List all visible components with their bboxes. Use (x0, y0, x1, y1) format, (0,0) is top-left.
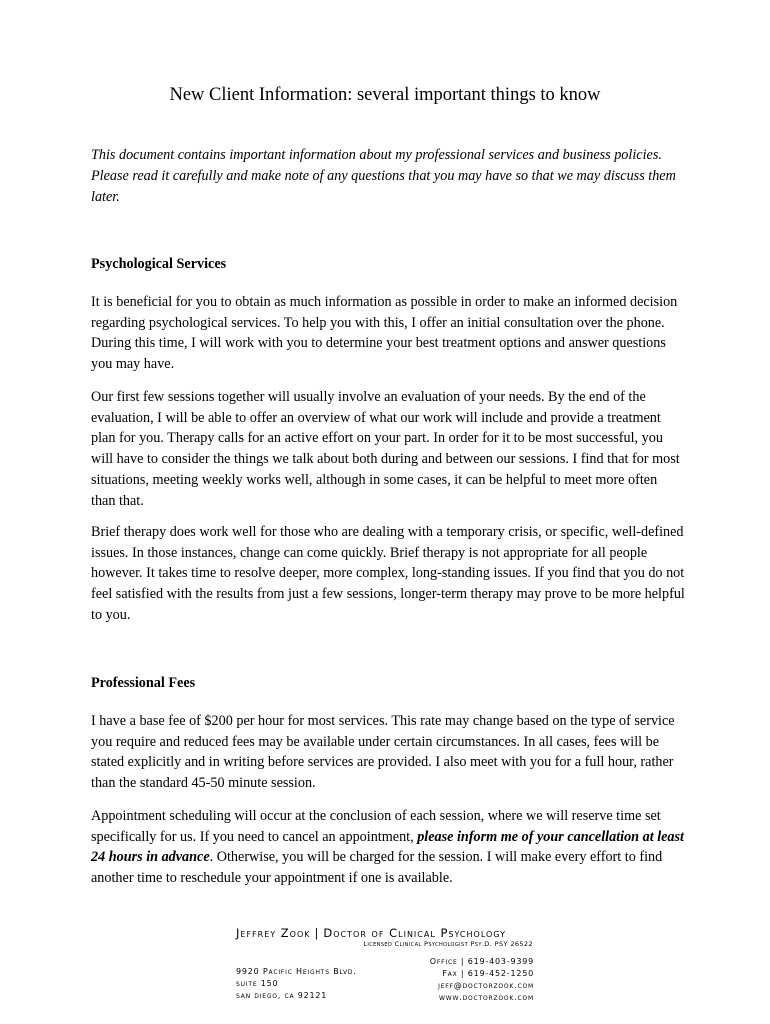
contact-website: www.doctorzook.com (439, 993, 534, 1002)
paragraph-base-fee: I have a base fee of $200 per hour for most services. This rate may change based on the type of service you require and reduced fees may be available under certain circumstances. In all cases, fees will be stated explicitly and in writing before services are provided. I also meet with you for a full hour, rather than the standard 45-50 minute session. (91, 713, 675, 792)
section-heading-professional-fees: Professional Fees (91, 675, 196, 691)
contact-office-phone: Office | 619-403-9399 (429, 957, 534, 966)
document-title: New Client Information: several important things to know (169, 85, 601, 105)
scheduling-text-before: Appointment scheduling will occur at the conclusion of each session, where we will reserve time set specifically for us. If you need to cancel an appointment, (91, 808, 661, 845)
paragraph-consultation: It is beneficial for you to obtain as much information as possible in order to make an informed decision regarding psychological services. To help you with this, I offer an initial consultation over the phone. During this time, I will work with you to determine your best treatment options and answer questions you may have. (91, 294, 678, 373)
letterhead-contact (380, 956, 534, 1004)
letterhead-address (236, 966, 357, 1002)
paragraph-brief-therapy: Brief therapy does work well for those who are dealing with a temporary crisis, or specific, well-defined issues. In those instances, change can come quickly. Brief therapy is not appropriate for all people however. It takes time to resolve deeper, more complex, long-standing issues. If you find that you do not feel satisfied with the results from just a few sessions, longer-term therapy may prove to be more helpful to you. (91, 524, 685, 623)
cancellation-notice-emphasis: please inform me of your cancellation at least 24 hours in advance (91, 828, 684, 866)
letterhead-separator: | (314, 926, 320, 940)
address-city: san diego, ca 92121 (236, 991, 328, 1000)
scheduling-text-after: . Otherwise, you will be charged for the session. I will make every effort to find another time to reschedule your appointment if one is available. (91, 849, 663, 887)
paragraph-scheduling (91, 806, 685, 889)
intro-paragraph: This document contains important information about my professional services and business policies. Please read it carefully and make note of any questions that you may have so that we may discuss them later. (91, 147, 676, 205)
section-heading-psychological-services: Psychological Services (91, 256, 227, 272)
letterhead-license: Licensed Clinical Psychologist Psy.D. PSY 26522 (363, 940, 533, 948)
letterhead-name-line (236, 926, 506, 940)
address-street: 9920 Pacific Heights Blvd. (236, 967, 357, 976)
contact-email: jeff@doctorzook.com (438, 981, 534, 990)
contact-fax: Fax | 619-452-1250 (442, 969, 534, 978)
address-suite: suite 150 (236, 979, 279, 988)
letterhead-credential: Doctor of Clinical Psychology (323, 926, 506, 940)
letterhead-name: Jeffrey Zook (236, 926, 311, 940)
paragraph-first-sessions: Our first few sessions together will usually involve an evaluation of your needs. By the end of the evaluation, I will be able to offer an overview of what our work will include and provide a treatment plan for you. Therapy calls for an active effort on your part. In order for it to be most successful, you will have to consider the things we talk about both during and between our sessions. I find that for most situations, meeting weekly works well, although in some cases, it can be helpful to meet more often than that. (91, 389, 680, 509)
